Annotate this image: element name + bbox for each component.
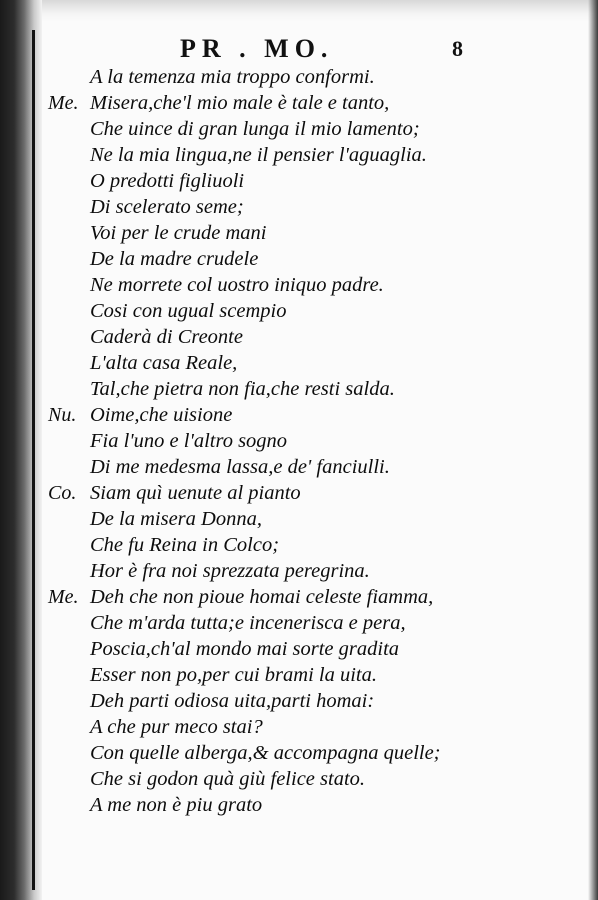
speaker-label: Nu. (48, 404, 77, 426)
verse-text: Di scelerato seme; (90, 196, 244, 218)
speaker-label: Co. (48, 482, 77, 504)
verse-text: Esser non po,per cui brami la uita. (90, 664, 377, 686)
verse-line (0, 768, 598, 794)
verse-text: Di me medesma lassa,e de' fanciulli. (90, 456, 390, 478)
verse-line (0, 742, 598, 768)
verse-line (0, 352, 598, 378)
verse-line (0, 482, 598, 508)
verse-text: Tal,che pietra non fia,che resti salda. (90, 378, 395, 400)
verse-line (0, 326, 598, 352)
verse-text: A la temenza mia troppo conformi. (90, 66, 375, 88)
verse-line (0, 378, 598, 404)
verse-line (0, 274, 598, 300)
verse-text: De la misera Donna, (90, 508, 262, 530)
verse-line (0, 300, 598, 326)
verse-line (0, 794, 598, 820)
verse-line (0, 508, 598, 534)
verse-text: Deh parti odiosa uita,parti homai: (90, 690, 375, 712)
verse-line (0, 430, 598, 456)
verse-line (0, 66, 598, 92)
verse-text: Fia l'uno e l'altro sogno (90, 430, 288, 452)
verse-line (0, 534, 598, 560)
verse-text: Caderà di Creonte (90, 326, 243, 348)
verse-line (0, 716, 598, 742)
verse-line (0, 92, 598, 118)
verse-text: Che fu Reina in Colco; (90, 534, 280, 556)
verse-text: Ne morrete col uostro iniquo padre. (90, 274, 384, 296)
verse-text: Hor è fra noi sprezzata peregrina. (90, 560, 370, 582)
verse-text: Che uince di gran lunga il mio lamento; (90, 118, 420, 140)
verse-line (0, 560, 598, 586)
verse-line (0, 196, 598, 222)
verse-text: De la madre crudele (90, 248, 259, 270)
verse-line (0, 586, 598, 612)
verse-line (0, 612, 598, 638)
running-head: PR . MO. (180, 34, 334, 63)
verse-text: Oime,che uisione (90, 404, 233, 426)
verse-text: Che m'arda tutta;e incenerisca e pera, (90, 612, 406, 634)
verse-text: Voi per le crude mani (90, 222, 267, 244)
speaker-label: Me. (48, 92, 79, 114)
verse-text: Cosi con ugual scempio (90, 300, 287, 322)
verse-line (0, 170, 598, 196)
verse-text: Con quelle alberga,& accompagna quelle; (90, 742, 441, 764)
page-top-shadow (0, 0, 598, 22)
verse-text: Misera,che'l mio male è tale e tanto, (90, 92, 390, 114)
verse-text: Poscia,ch'al mondo mai sorte gradita (90, 638, 400, 660)
verse-line (0, 404, 598, 430)
verse-text: Ne la mia lingua,ne il pensier l'aguaglia. (90, 144, 427, 166)
verse-text: Che si godon quà giù felice stato. (90, 768, 366, 790)
verse-line (0, 690, 598, 716)
verse-text: A che pur meco stai? (90, 716, 263, 738)
verse-line (0, 456, 598, 482)
verse-line (0, 664, 598, 690)
verse-text: Deh che non pioue homai celeste fiamma, (90, 586, 434, 608)
verse-line (0, 248, 598, 274)
page-number: 8 (452, 36, 463, 61)
verse-line (0, 638, 598, 664)
verse-text: Siam quì uenute al pianto (90, 482, 301, 504)
verse-line (0, 118, 598, 144)
verse-text: A me non è piu grato (90, 794, 263, 816)
speaker-label: Me. (48, 586, 79, 608)
verse-text: O predotti figliuoli (90, 170, 245, 192)
verse-line (0, 222, 598, 248)
verse-line (0, 144, 598, 170)
verse-text: L'alta casa Reale, (90, 352, 238, 374)
